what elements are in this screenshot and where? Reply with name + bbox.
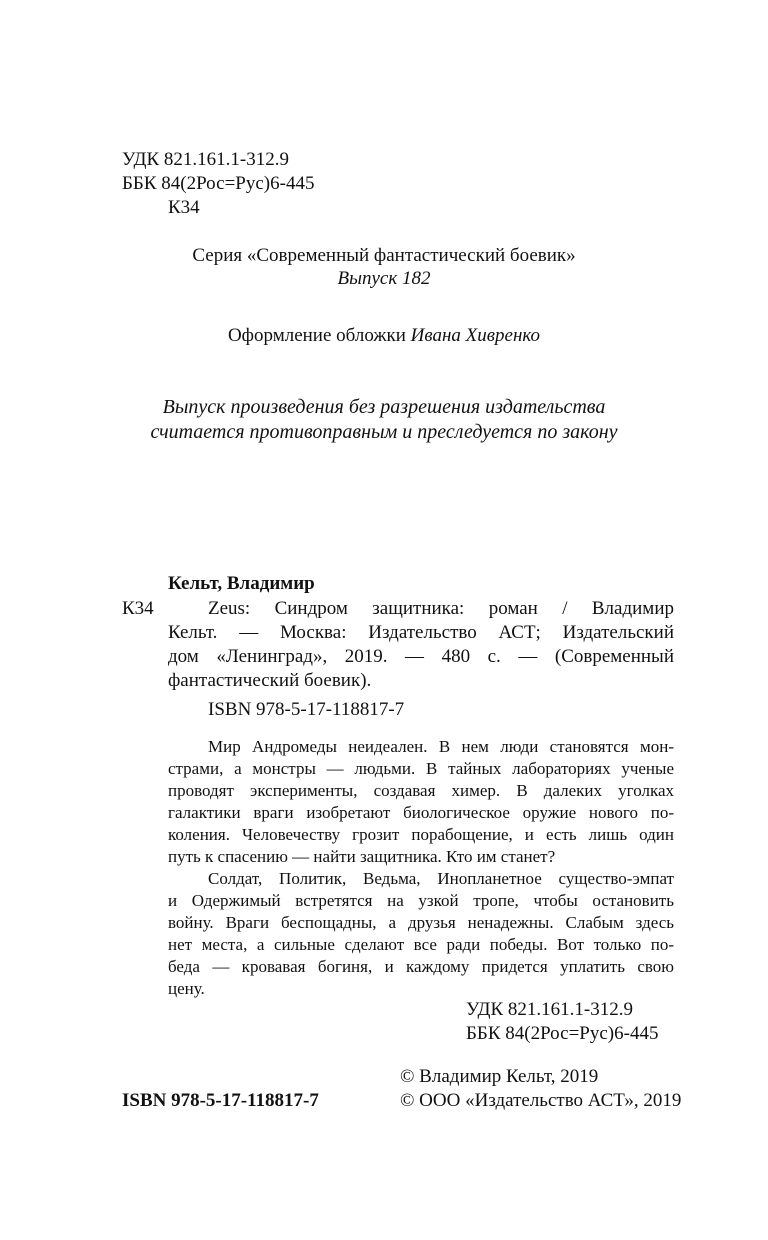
catalog-mark: К34 xyxy=(122,598,154,619)
catalog-description xyxy=(168,597,674,693)
bbk-code-bottom: ББК 84(2Рос=Рус)6-445 xyxy=(466,1023,659,1044)
annotation-line: проводят эксперименты, создавая химер. В далеких уголках xyxy=(168,781,674,800)
copyright-warning-line-1: Выпуск произведения без разрешения издательства xyxy=(162,396,606,418)
annotation-line: Мир Андромеды неидеален. В нем люди становятся мон- xyxy=(208,737,674,756)
copyright-publisher: © ООО «Издательство АСТ», 2019 xyxy=(400,1090,682,1111)
bbk-code-top: ББК 84(2Рос=Рус)6-445 xyxy=(122,173,315,194)
annotation-line: беда — кровавая богиня, и каждому придется уплатить свою xyxy=(168,957,674,976)
annotation-line: страми, а монстры — людьми. В тайных лабораториях ученые xyxy=(168,759,674,778)
annotation-line: нет места, а сильные сделают все ради победы. Вот только по- xyxy=(168,935,674,954)
annotation-line: коления. Человечеству грозит порабощение, и есть лишь один xyxy=(168,825,674,844)
annotation-line: войну. Враги беспощадны, а друзья ненадежны. Слабым здесь xyxy=(168,913,674,932)
catalog-isbn: ISBN 978-5-17-118817-7 xyxy=(208,699,405,720)
catalog-author: Кельт, Владимир xyxy=(168,573,315,594)
catalog-description-line: Zeus: Синдром защитника: роман / Владимир xyxy=(208,598,674,619)
annotation-line: путь к спасению — найти защитника. Кто им станет? xyxy=(168,847,556,866)
udk-code-bottom: УДК 821.161.1-312.9 xyxy=(466,999,633,1020)
annotation-line: Солдат, Политик, Ведьма, Инопланетное существо-эмпат xyxy=(208,869,674,888)
annotation-paragraph-2 xyxy=(168,868,674,1000)
copyright-warning-line-2: считается противоправным и преследуется по закону xyxy=(150,421,618,443)
series-line: Серия «Современный фантастический боевик» xyxy=(192,245,576,266)
annotation-line: галактики враги изобретают биологическое оружие нового по- xyxy=(168,803,674,822)
author-mark-top: К34 xyxy=(168,197,200,218)
cover-designer-name: Ивана Хивренко xyxy=(410,325,541,346)
footer-isbn: ISBN 978-5-17-118817-7 xyxy=(122,1090,319,1111)
copyright-author: © Владимир Кельт, 2019 xyxy=(400,1066,599,1087)
cover-design-credit xyxy=(0,324,768,348)
cover-design-prefix: Оформление обложки xyxy=(227,325,411,346)
annotation-paragraph-1 xyxy=(168,736,674,868)
annotation-line: и Одержимый встретятся на узкой тропе, чтобы остановить xyxy=(168,891,674,910)
udk-code-top: УДК 821.161.1-312.9 xyxy=(122,149,289,170)
series-issue: Выпуск 182 xyxy=(337,268,431,289)
catalog-description-line: фантастический боевик). xyxy=(168,670,372,691)
annotation-line: цену. xyxy=(168,979,205,998)
catalog-description-line: дом «Ленинград», 2019. — 480 с. — (Современный xyxy=(168,646,674,667)
catalog-description-line: Кельт. — Москва: Издательство АСТ; Издательский xyxy=(168,622,674,643)
